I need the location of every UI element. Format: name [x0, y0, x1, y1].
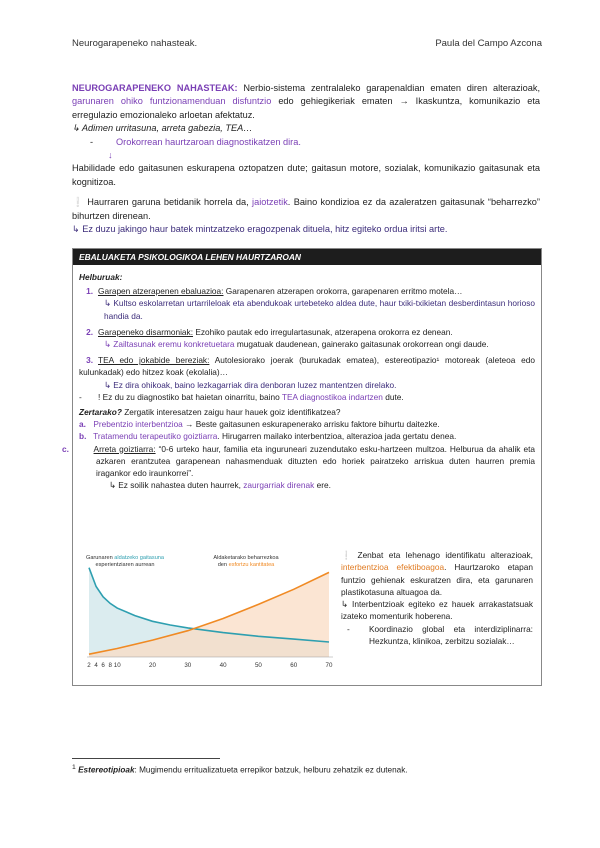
footnote: $^1$ Estereotipioak: Mugimendu erritualizatueta errepikor batzuk, helburu zehatzik ez dutenak.	[72, 764, 408, 775]
side-notes	[341, 549, 533, 647]
speech-example-line: ↳ Ez duzu jakingo haur batek mintzatzeko eragozpenak dituela, hitz egiteko ordua iritsi arte.	[72, 224, 448, 235]
side-note-1: ❕ Zenbat eta lehenago identifikatu alterazioak, interbentzioa efektiboagoa. Haurtzaroko etapan funtzio gehienak eskuratzen dira, eta garunaren plastikotasuna altuagoa da.	[341, 550, 533, 597]
header-author: Paula del Campo Azcona	[435, 38, 542, 49]
x-tick-label: 6	[101, 662, 105, 669]
goal-item-2: 2. Garapeneko disarmoniak: Ezohiko pautak edo irregulartasunak, atzerapena orokorra ez denean.	[86, 326, 453, 337]
footnote-divider	[72, 758, 220, 759]
purpose-item-a: a. Prebentzio interbentzioa → Beste gaitasunen eskurapenerako arrisku faktore bihurtu daitezke.	[79, 419, 440, 430]
x-tick-label: 70	[325, 662, 333, 669]
evaluation-box	[62, 248, 542, 686]
goals-heading: Helburuak:	[79, 272, 123, 282]
x-tick-label: 10	[113, 662, 121, 669]
definition-highlight: garunaren ohiko funtzionamenduan disfuntzio	[72, 96, 272, 107]
intro-section	[72, 82, 540, 236]
x-tick-label: 8	[108, 662, 112, 669]
series-label-plasticity: Garunaren aldatzeko gaitasuna	[85, 555, 165, 561]
goal-item-3: 3. TEA edo jokabide bereziak: Autolesiorako joerak (burukadak ematea), estereotipazio¹ motoreak (aleteoa edo kulunkadak) edo hitzez koak (ekolalia)…	[79, 355, 535, 378]
definition-title: NEUROGARAPENEKO NAHASTEAK:	[72, 83, 238, 93]
x-tick-label: 4	[94, 662, 98, 669]
side-note-2: ↳ Interbentzioak egiteko ez hauek arrakastatsuak izateko momenturik hoberena.	[341, 599, 533, 622]
exclamation-icon: ❕	[72, 197, 85, 208]
x-tick-label: 50	[254, 662, 262, 669]
x-tick-label: 20	[149, 662, 156, 669]
down-arrow-icon: ↓	[108, 150, 113, 161]
series-label-effort-2: den esfortzu kantitatea	[217, 562, 275, 568]
intro-definition: NEUROGARAPENEKO NAHASTEAK: Nerbio-sistema zentralaleko garapenaldian ematen diren alterazioak, garunaren ohiko funtzionamenduan disfuntzio edo gehiegikeriak ematen → Ikaskuntza, komunikazio eta erregulazio emozionaleko arloetan afektatuz.	[72, 83, 541, 120]
goal-item-2-note: ↳ Zailtasunak eremu konkretuetara mugatuak daudenean, gainerako gaitasunak orokorrean ongi daude.	[104, 339, 489, 350]
series-label-plasticity-2: esperientziaren aurrean	[95, 562, 155, 568]
brain-line: ❕ Haurraren garuna betidanik horrela da, jaiotzetik. Baino kondizioa ez da azaleratzen gaitasunak “beharrezko” bihurtzen direnean.	[72, 197, 540, 221]
abilities-line: Habilidade edo gaitasunen eskurapena oztopatzen dute; gaitasun motore, sozialak, komunikazio gaitasunak eta kognitizoa.	[72, 163, 540, 187]
purpose-item-c: c. Arreta goiztiarra: “0-6 urteko haur, familia eta inguruneari zuzendutako esku-hartzeen multzoa. Helburua da ahalik eta azkaren erantzutea garapenean nahasmenduak dituzten edo horiek pairatzeko arriskua duten haurren premia iragankor edo iraunkorrei”.	[62, 443, 535, 479]
purpose-item-b: b. Tratamendu terapeutiko goiztiarra. Hirugarren mailako interbentzioa, alterazioa jada gertatu denea.	[79, 431, 457, 442]
box-title: EBALUAKETA PSIKOLOGIKOA LEHEN HAURTZAROAN	[73, 249, 541, 265]
side-note-3: - Koordinazio global eta interdiziplinarra: Hezkuntza, klinikoa, zerbitzu sozialak…	[347, 623, 533, 647]
x-tick-label: 30	[184, 662, 192, 669]
goal-item-1-note: ↳ Kultso eskolarretan urtarrileloak eta abendukoak urtebeteko aldea dute, haur txiki-txikietan desberdintasun horioso handia da.	[104, 298, 535, 321]
x-tick-label: 40	[219, 662, 227, 669]
x-tick-label: 2	[87, 662, 91, 669]
purpose-question: Zertarako? Zergatik interesatzen zaigu haur hauek goiz identifikatzea?	[79, 407, 341, 418]
header-title: Neurogarapeneko nahasteak.	[72, 38, 198, 49]
plasticity-chart	[81, 549, 341, 677]
tea-note: - ! Ez du zu diagnostiko bat haietan oinarritu, baino TEA diagnostikoa indartzen dute.	[79, 391, 404, 402]
x-tick-label: 60	[290, 662, 298, 669]
goal-item-1: 1. Garapen atzerapenen ebaluazioa: Garapenaren atzerapen orokorra, garapenaren erritmo motela…	[86, 286, 463, 297]
examples-line: ↳ Adimen urritasuna, arreta gabezia, TEA…	[72, 123, 253, 134]
series-label-effort: Aldaketarako beharrezkoa	[213, 555, 279, 561]
diagnosis-line: - Orokorrean haurtzaroan diagnostikatzen dira.	[90, 136, 301, 147]
goal-item-3-note: ↳ Ez dira ohikoak, baino lezkagarriak dira denboran luzez mantentzen direlako.	[104, 379, 397, 390]
purpose-item-c-note: ↳ Ez soilik nahastea duten haurrek, zaurgarriak direnak ere.	[109, 480, 331, 491]
exclamation-icon: ❕	[341, 550, 355, 560]
